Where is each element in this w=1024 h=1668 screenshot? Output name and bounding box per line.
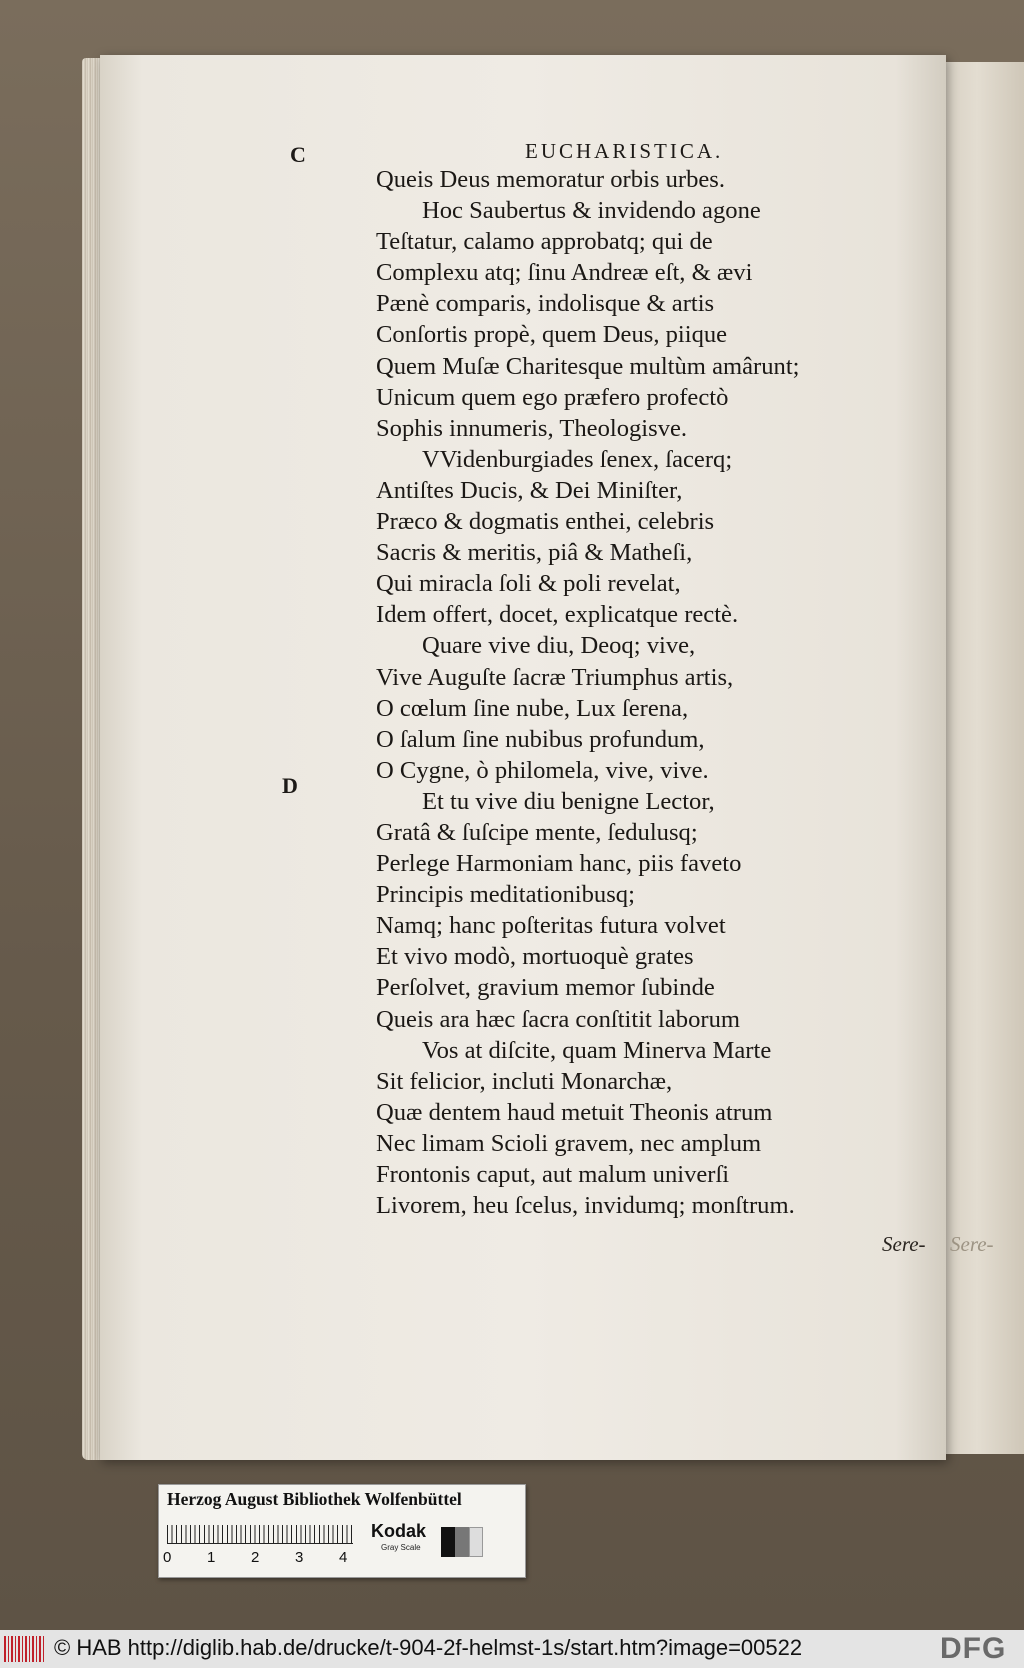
- catchword: Sere-: [882, 1232, 926, 1256]
- poem-line: Et tu vive diu benigne Lector,: [422, 787, 715, 815]
- poem-line: Pænè comparis, indolisque & artis: [376, 290, 715, 318]
- poem-line: Namq; hanc poſteritas futura volvet: [376, 912, 726, 940]
- poem-line: Teſtatur, calamo approbatq; qui de: [376, 228, 713, 256]
- poem-line: Hoc Saubertus & invidendo agone: [422, 197, 761, 225]
- poem-line: Unicum quem ego præfero profectò: [376, 383, 729, 411]
- poem-line: Frontonis caput, aut malum univerſi: [376, 1161, 730, 1188]
- facing-catchword: Sere-: [950, 1232, 994, 1256]
- poem-line: Et vivo modò, mortuoquè grates: [376, 943, 694, 971]
- footer-bar: [0, 1630, 1024, 1668]
- poem-line: Perlege Harmoniam hanc, piis faveto: [376, 850, 742, 878]
- library-color-card: [158, 1484, 526, 1578]
- poem-line: Conſortis propè, quem Deus, piique: [376, 321, 728, 349]
- poem-line: O ſalum ſine nubibus profundum,: [376, 725, 705, 753]
- poem-line: Sit felicior, incluti Monarchæ,: [376, 1067, 673, 1095]
- poem-line: Complexu atq; ſinu Andreæ eſt, & ævi: [376, 259, 753, 287]
- kodak-gray-scale-label: Gray Scale: [381, 1543, 421, 1552]
- poem-line: Idem offert, docet, explicatque rectè.: [376, 601, 739, 629]
- poem-line: O cœlum ſine nube, Lux ſerena,: [376, 694, 689, 722]
- poem-line: O Cygne, ò philomela, vive, vive.: [376, 756, 709, 784]
- ruler-number: 0: [163, 1549, 172, 1566]
- poem-line: Sophis innumeris, Theologisve.: [376, 414, 688, 442]
- poem-line: Perſolvet, gravium memor ſubinde: [376, 974, 715, 1002]
- poem-line: Nec limam Scioli gravem, nec amplum: [376, 1129, 762, 1157]
- ruler-number: 4: [339, 1549, 348, 1566]
- library-name: Herzog August Bibliothek Wolfenbüttel: [167, 1489, 462, 1509]
- poem-line: Quare vive diu, Deoq; vive,: [422, 632, 696, 660]
- copyright-link[interactable]: © HAB http://diglib.hab.de/drucke/t-904-2f-helmst-1s/start.htm?image=00522: [54, 1635, 803, 1660]
- poem-line: Gratâ & ſuſcipe mente, ſedulusq;: [376, 818, 698, 846]
- poem-line: Vive Auguſte ſacræ Triumphus artis,: [376, 663, 734, 691]
- poem-line: Antiſtes Ducis, & Dei Miniſter,: [376, 476, 683, 504]
- ruler-number: 3: [295, 1549, 304, 1566]
- poem-line: Principis meditationibusq;: [376, 881, 635, 909]
- gray-patch-black: [441, 1527, 455, 1557]
- poem-line: Queis ara hæc ſacra conſtitit laborum: [376, 1005, 740, 1033]
- dfg-logo: DFG: [940, 1632, 1007, 1665]
- ruler-number: 2: [251, 1549, 260, 1566]
- poem-line: VVidenburgiades ſenex, ſacerq;: [422, 445, 733, 473]
- poem-text: [376, 164, 886, 1221]
- poem-line: Præco & dogmatis enthei, celebris: [376, 508, 715, 536]
- barcode-icon: [4, 1636, 46, 1662]
- gray-patch-light: [469, 1527, 483, 1557]
- poem-line: Qui miracla ſoli & poli revelat,: [376, 570, 681, 598]
- ruler-scale: [167, 1525, 353, 1544]
- poem-line: Sacris & meritis, piâ & Matheſi,: [376, 539, 693, 567]
- gray-patch-mid: [455, 1527, 469, 1557]
- poem-line: Queis Deus memoratur orbis urbes.: [376, 166, 726, 193]
- poem-line: Quæ dentem haud metuit Theonis atrum: [376, 1098, 773, 1126]
- poem-line: Quem Muſæ Charitesque multùm amârunt;: [376, 352, 800, 380]
- margin-mark: D: [282, 773, 298, 798]
- ruler-number: 1: [207, 1549, 216, 1566]
- kodak-logo: Kodak: [371, 1521, 427, 1541]
- running-head: EUCHARISTICA.: [525, 139, 724, 163]
- poem-line: Livorem, heu ſcelus, invidumq; monſtrum.: [376, 1192, 795, 1220]
- poem-line: Vos at diſcite, quam Minerva Marte: [422, 1036, 772, 1064]
- signature-mark: C: [290, 142, 306, 167]
